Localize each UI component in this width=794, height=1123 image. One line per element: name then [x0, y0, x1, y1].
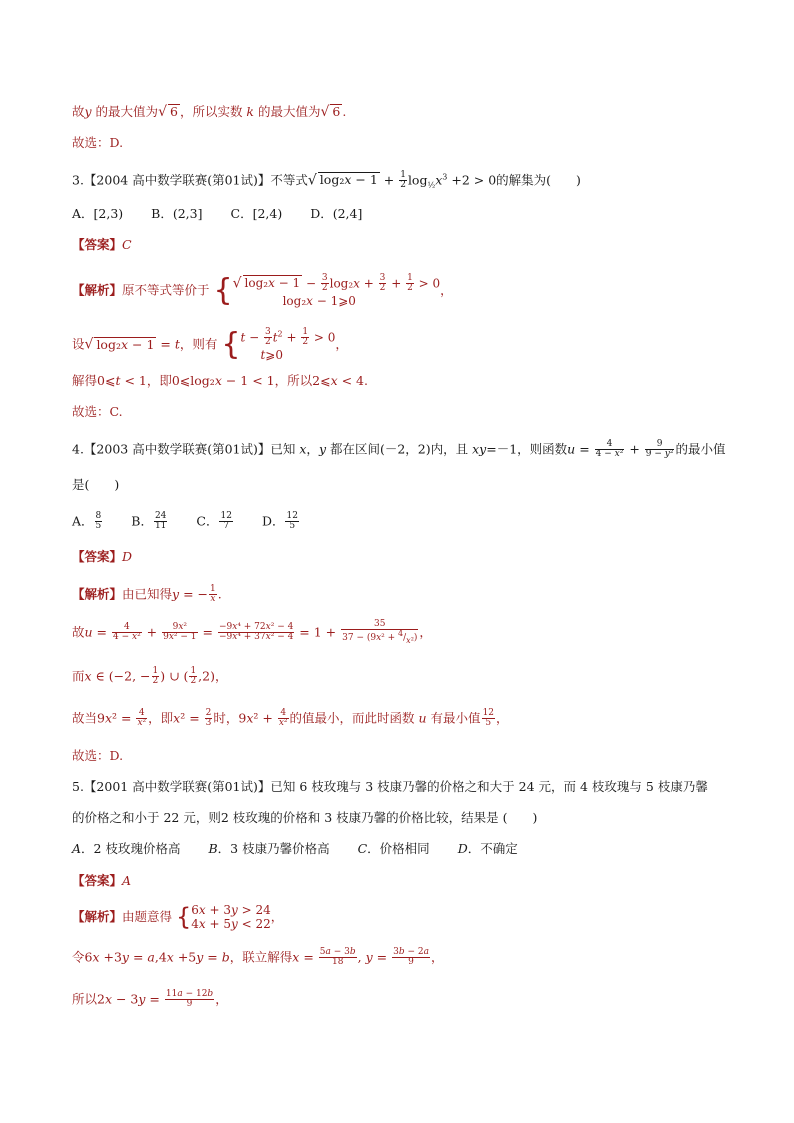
- problem-5-options: A．2 枝玫瑰价格高 B．3 枝康乃馨价格高 C．价格相同 D．不确定: [72, 841, 518, 856]
- problem-3-options: A．[2,3) B．(2,3] C．[2,4) D．(2,4]: [72, 206, 363, 221]
- text-line-9: 故选：C.: [72, 404, 123, 419]
- problem-5-analysis-2: 令6x +3y = a,4x +5y = b，联立解得x = $\frac{5a - 3b}{18}$ , y = $\frac{3b - 2a}{9}$ ，: [72, 947, 444, 968]
- problem-5-analysis-3: 所以2x − 3y = $\frac{11a - 12b}{9}$ ，: [72, 989, 228, 1010]
- problem-4-answer: 【答案】D: [72, 549, 133, 564]
- problem-3-stem: 3.【2004 高中数学联赛(第01试)】不等式√ log₂x − 1 + $\frac{1}{2}$ $\log_{\frac{1}{2}}x^3 +2 > 0$的解集为( ): [72, 170, 581, 191]
- problem-5-stem-2: 的价格之和小于 22 元，则2 枝玫瑰的价格和 3 枝康乃馨的价格比较，结果是 ( ): [72, 810, 538, 825]
- problem-4-stem: 4.【2003 高中数学联赛(第01试)】已知 x，y 都在区间(－2，2)内，且 xy=－1，则函数u = $\frac{4}{\text{4 − x²}}$ + $\frac{9}{\text{9 − y²}}$ 的最小值: [72, 439, 726, 460]
- text-line-1: 故y 的最大值为√ 6 ，所以实数 k 的最大值为√ 6 .: [72, 104, 347, 120]
- problem-4-options: A． $\frac{8}{5}$ B． $\frac{24}{11}$ C． $\frac{12}{7}$ D． $\frac{12}{5}$: [72, 511, 298, 532]
- text-line-2: 故选：D.: [72, 135, 124, 150]
- problem-4-analysis-4: 故当9x² = $\frac{4}{\text{x²}}$ ，即x² = $\frac{2}{3}$ 时，9x² + $\frac{4}{\text{x²}}$ 的值最小，而此时函数 u 有最小值 $\frac{12}{5}$ ，: [72, 708, 509, 729]
- problem-3-analysis-3: 解得0⩽t < 1，即0⩽log₂x − 1 < 1，所以2⩽x < 4.: [72, 373, 368, 388]
- problem-4-analysis-1: 【解析】由已知得y = − $\frac{1}{x}$ .: [72, 584, 222, 605]
- problem-5-stem-1: 5.【2001 高中数学联赛(第01试)】已知 6 枝玫瑰与 3 枝康乃馨的价格之和大于 24 元，而 4 枝玫瑰与 5 枝康乃馨: [72, 779, 708, 794]
- problem-4-analysis-2: 故u = $\frac{4}{\text{4 − x²}}$ + $\frac{\text{9x²}}{\text{9x² − 1}}$ = $\frac{\text{−9x⁴ + 72x² − 4}}{\text{−9x⁴ + 37x² − 4}}$ = 1 + $\frac{35}{37 - (9x^2 + ^4/_{x^2})}$ ，: [72, 619, 432, 646]
- problem-3-analysis-1: 【解析】原不等式等价于 { √ log₂x − 1 − $\frac{3}{2}$ log₂x + $\frac{3}{2}$ + $\frac{1}{2}$ > 0 log₂x − 1⩾0 ，: [72, 273, 453, 309]
- problem-5-answer: 【答案】A: [72, 873, 132, 888]
- text-line-18: 故选：D.: [72, 748, 124, 763]
- problem-3-analysis-2: 设√ log₂x − 1 = t，则有 { t − $\frac{3}{2}$ $t^2$ + $\frac{1}{2}$ > 0 t⩾0 ，: [72, 327, 348, 363]
- problem-4-stem-cont: 是( ): [72, 477, 120, 492]
- problem-5-analysis-1: 【解析】由题意得 { 6x + 3y > 24 4x + 5y < 22 ，: [72, 903, 284, 932]
- problem-4-analysis-3: 而x ∈ (−2, − $\frac{1}{2}$ ) ∪ ( $\frac{1}{2}$ ,2)，: [72, 666, 228, 687]
- problem-3-answer: 【答案】C: [72, 237, 132, 252]
